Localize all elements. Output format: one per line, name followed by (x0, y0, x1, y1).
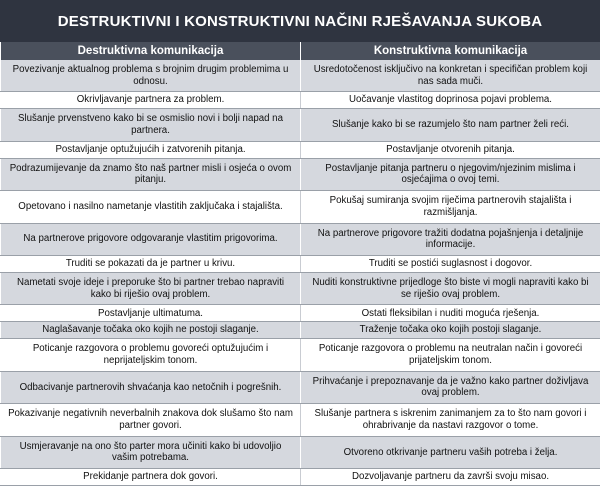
comparison-table (0, 42, 600, 486)
destructive-cell: Slušanje prvenstveno kako bi se osmislio novi i bolji napad na partnera. (1, 109, 301, 141)
constructive-cell: Poticanje razgovora o problemu na neutralan način i govoreći prijateljskim tonom. (301, 339, 600, 371)
destructive-cell: Prekidanje partnera dok govori. (1, 469, 301, 486)
destructive-cell: Postavljanje ultimatuma. (1, 305, 301, 322)
constructive-cell: Usredotočenost isključivo na konkretan i specifičan problem koji nas sada muči. (301, 60, 600, 92)
constructive-cell: Slušanje partnera s iskrenim zanimanjem za to što nam govori i ohrabrivanje da nastavi razgovor o tome. (301, 404, 600, 436)
constructive-cell: Postavljanje pitanja partneru o njegovim/njezinim mislima i osjećajima o ovoj temi. (301, 158, 600, 190)
destructive-cell: Naglašavanje točaka oko kojih ne postoji slaganje. (1, 322, 301, 339)
table-row (1, 158, 600, 190)
table-row (1, 371, 600, 403)
table-row (1, 404, 600, 436)
table-header-row (1, 42, 600, 60)
table-row (1, 272, 600, 304)
page-title: DESTRUKTIVNI I KONSTRUKTIVNI NAČINI RJEŠAVANJA SUKOBA (57, 12, 543, 30)
destructive-cell: Poticanje razgovora o problemu govoreći optužujućim i neprijateljskim tonom. (1, 339, 301, 371)
constructive-cell: Slušanje kako bi se razumjelo što nam partner želi reći. (301, 109, 600, 141)
constructive-cell: Nuditi konstruktivne prijedloge što biste vi mogli napraviti kako bi se riješio ovaj problem. (301, 272, 600, 304)
constructive-cell: Postavljanje otvorenih pitanja. (301, 141, 600, 158)
table-row (1, 109, 600, 141)
table-row (1, 436, 600, 468)
constructive-cell: Pokušaj sumiranja svojim riječima partnerovih stajališta i razmišljanja. (301, 191, 600, 223)
table-row (1, 92, 600, 109)
constructive-cell: Truditi se postići suglasnost i dogovor. (301, 255, 600, 272)
destructive-cell: Okrivljavanje partnera za problem. (1, 92, 301, 109)
destructive-cell: Pokazivanje negativnih neverbalnih znakova dok slušamo što nam partner govori. (1, 404, 301, 436)
destructive-cell: Povezivanje aktualnog problema s brojnim drugim problemima u odnosu. (1, 60, 301, 92)
destructive-cell: Truditi se pokazati da je partner u krivu. (1, 255, 301, 272)
table-row (1, 223, 600, 255)
destructive-cell: Odbacivanje partnerovih shvaćanja kao netočnih i pogrešnih. (1, 371, 301, 403)
constructive-cell: Traženje točaka oko kojih postoji slaganje. (301, 322, 600, 339)
table-row (1, 305, 600, 322)
table-row (1, 141, 600, 158)
column-header-destructive: Destruktivna komunikacija (1, 42, 301, 60)
constructive-cell: Na partnerove prigovore tražiti dodatna pojašnjenja i detaljnije informacije. (301, 223, 600, 255)
table-row (1, 191, 600, 223)
destructive-cell: Usmjeravanje na ono što parter mora učiniti kako bi udovoljio vašim potrebama. (1, 436, 301, 468)
table-row (1, 339, 600, 371)
destructive-cell: Podrazumijevanje da znamo što naš partner misli i osjeća o ovom pitanju. (1, 158, 301, 190)
table-row (1, 255, 600, 272)
destructive-cell: Postavljanje optužujućih i zatvorenih pitanja. (1, 141, 301, 158)
constructive-cell: Uočavanje vlastitog doprinosa pojavi problema. (301, 92, 600, 109)
destructive-cell: Nametati svoje ideje i preporuke što bi partner trebao napraviti kako bi riješio ovaj problem. (1, 272, 301, 304)
constructive-cell: Dozvoljavanje partneru da završi svoju misao. (301, 469, 600, 486)
destructive-cell: Opetovano i nasilno nametanje vlastitih zaključaka i stajališta. (1, 191, 301, 223)
constructive-cell: Prihvaćanje i prepoznavanje da je važno kako partner doživljava ovaj problem. (301, 371, 600, 403)
constructive-cell: Otvoreno otkrivanje partneru vaših potreba i želja. (301, 436, 600, 468)
table-row (1, 60, 600, 92)
destructive-cell: Na partnerove prigovore odgovaranje vlastitim prigovorima. (1, 223, 301, 255)
column-header-constructive: Konstruktivna komunikacija (301, 42, 600, 60)
table-row (1, 469, 600, 486)
title-bar (0, 0, 600, 42)
constructive-cell: Ostati fleksibilan i nuditi moguća rješenja. (301, 305, 600, 322)
table-row (1, 322, 600, 339)
